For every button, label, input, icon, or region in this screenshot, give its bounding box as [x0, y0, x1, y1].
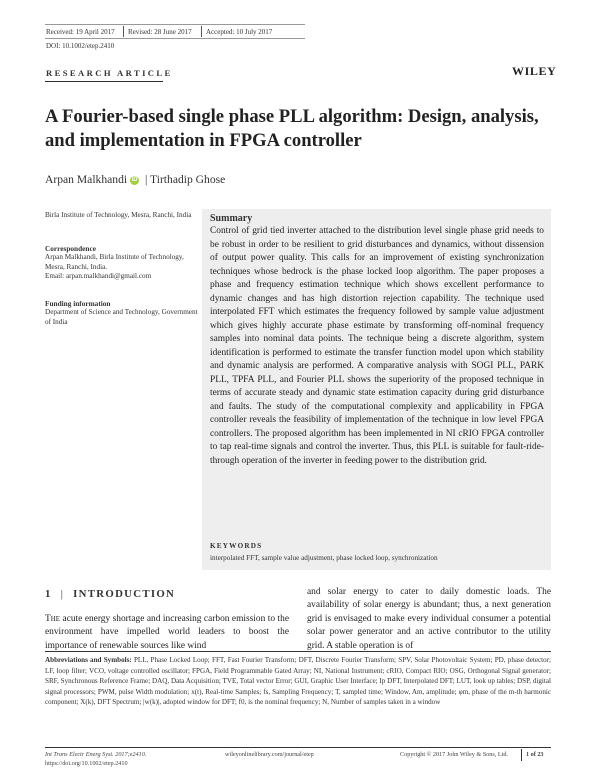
doi: DOI: 10.1002/etep.2410	[46, 42, 115, 50]
keywords-heading: KEYWORDS	[210, 542, 263, 550]
intro-column-2: and solar energy to cater to daily domestic loads. The availability of solar energy is abundant; thus, a next generation grid is envisaged to make every individual consumer a potential solar power generator and an active contributor to the utility grid. A stable operation is of	[307, 587, 551, 651]
intro-column-1	[45, 613, 289, 653]
funding-text: Department of Science and Technology, Government of India	[45, 308, 198, 326]
abbreviations-text: PLL, Phase Locked Loop; FFT, Fast Fourier Transform; DFT, Discrete Fourier Transform; SPV, Solar Photovoltaic System; PD, phase detector; LF, loop filter; VCO, voltage controlled oscillator; FPGA, Field Programmable Gated Array; NI, National Instrument; cRIO, Compact RIO; OSG, Orthogonal Signal generator; SRF, Synchronous Reference Frame; DAQ, Data Acquisition; TVE, Total vector Error; GUI, Graphic User Interface; Ip DFT, Interpolated DFT; LUT, look up tables; DSP, digital signal processors; PWM, pulse Width modulation; x(t), Real-time Samples; fs, Sampling Frequency; T, sampled time; Window, Am, amplitude; φm, phase of the m-th harmonic component; X(k), DFT Spectrum; |w(k)|, adopted window for DFT; f0, is the nominal frequency; N, Number of samples taken in a window	[45, 656, 551, 707]
affiliation: Birla Institute of Technology, Mesra, Ranchi, India	[45, 211, 192, 219]
keywords-text: interpolated FFT, sample value adjustment, phase locked loop, synchronization	[210, 554, 438, 562]
author-name[interactable]: Arpan Malkhandi	[45, 173, 128, 186]
revised-date: Revised: 28 June 2017	[128, 28, 192, 36]
footer-divider	[521, 749, 522, 761]
header-rule-bottom	[45, 38, 305, 39]
orcid-icon[interactable]: iD	[131, 177, 138, 183]
funding-heading: Funding information	[45, 299, 111, 308]
correspondence-email[interactable]: Email: arpan.malkhandi@gmail.com	[45, 272, 152, 281]
page-number: 1 of 23	[526, 751, 544, 758]
header-divider	[201, 26, 202, 37]
abbreviations-label: Abbreviations and Symbols:	[45, 656, 132, 664]
footer-copyright: Copyright © 2017 John Wiley & Sons, Ltd.	[400, 751, 508, 758]
footer-journal-block	[45, 751, 146, 768]
header-divider	[123, 26, 124, 37]
summary-heading: Summary	[210, 213, 253, 224]
received-date: Received: 19 April 2017	[46, 28, 115, 36]
footer-site-link[interactable]: wileyonlinelibrary.com/journal/etep	[225, 751, 314, 758]
footer-doi-link[interactable]: https://doi.org/10.1002/etep.2410	[45, 759, 128, 767]
correspondence-block	[45, 244, 200, 282]
summary-text: Control of grid tied inverter attached to the distribution level single phase grid needs to be robust in order to be resilient to grid disturbances and dynamics, without dissension of output power quality. This calls for an improvement of existing synchronization techniques whose bedrock is the phase locked loop algorithm. The paper proposes a phase and frequency estimation technique which shows excellent performance to dynamic changes and has high distortion rejection capability. The technique used interpolated FFT which estimates the frequency followed by sample value adjustment which gives highly accurate phase estimate by transforming off-nominal frequency samples into nominal data points. The technique being a discrete algorithm, system identification is performed to estimate the transfer function model upon which stability and dynamic analysis are performed. A comparative analysis with SOGI PLL, PARK PLL, TPFA PLL, and Fourier PLL shows the superiority of the proposed technique in terms of accurate steady and dynamic state estimation capacity during grid disturbance and faults. The study of the computational complexity and applicability in FPGA controller reveals the feasibility of implementation of the technique in low level FPGA controllers. The proposed algorithm has been implemented in NI cRIO FPGA controller to tap real-time signals and control the inverter. Thus, this PLL is suitable for fault-ride-through operation of the inverter in feeding power to the distribution grid.	[210, 226, 544, 466]
publisher-logo: WILEY	[512, 64, 557, 78]
paper-title: A Fourier-based single phase PLL algorithm: Design, analysis, and implementation in FPGA controller	[45, 106, 539, 151]
author-separator: |	[145, 173, 148, 186]
footer-journal: Int Trans Electr Energ Syst. 2017;e2410.	[45, 751, 147, 758]
abbreviations-rule	[45, 651, 551, 652]
header-rule-top	[45, 24, 305, 25]
accepted-date: Accepted: 10 July 2017	[206, 28, 273, 36]
correspondence-heading: Correspondence	[45, 244, 96, 253]
section-heading	[45, 588, 175, 600]
intro-dropcap: The	[45, 614, 61, 624]
intro-text-1: acute energy shortage and increasing carbon emission to the environment have impelled world leaders to boost the importance of renewable sources like wind	[45, 614, 289, 651]
footer-rule	[45, 747, 551, 748]
author-name[interactable]: Tirthadip Ghose	[150, 173, 226, 186]
correspondence-text: Arpan Malkhandi, Birla Institute of Technology, Mesra, Ranchi, India.	[45, 253, 184, 271]
abbreviations	[45, 655, 551, 708]
section-separator: |	[60, 588, 65, 600]
author-list	[45, 173, 225, 186]
article-type: RESEARCH ARTICLE	[46, 68, 173, 78]
funding-block	[45, 299, 200, 327]
section-number: 1	[45, 588, 52, 600]
section-title: INTRODUCTION	[73, 588, 176, 600]
article-type-underline	[45, 81, 163, 82]
